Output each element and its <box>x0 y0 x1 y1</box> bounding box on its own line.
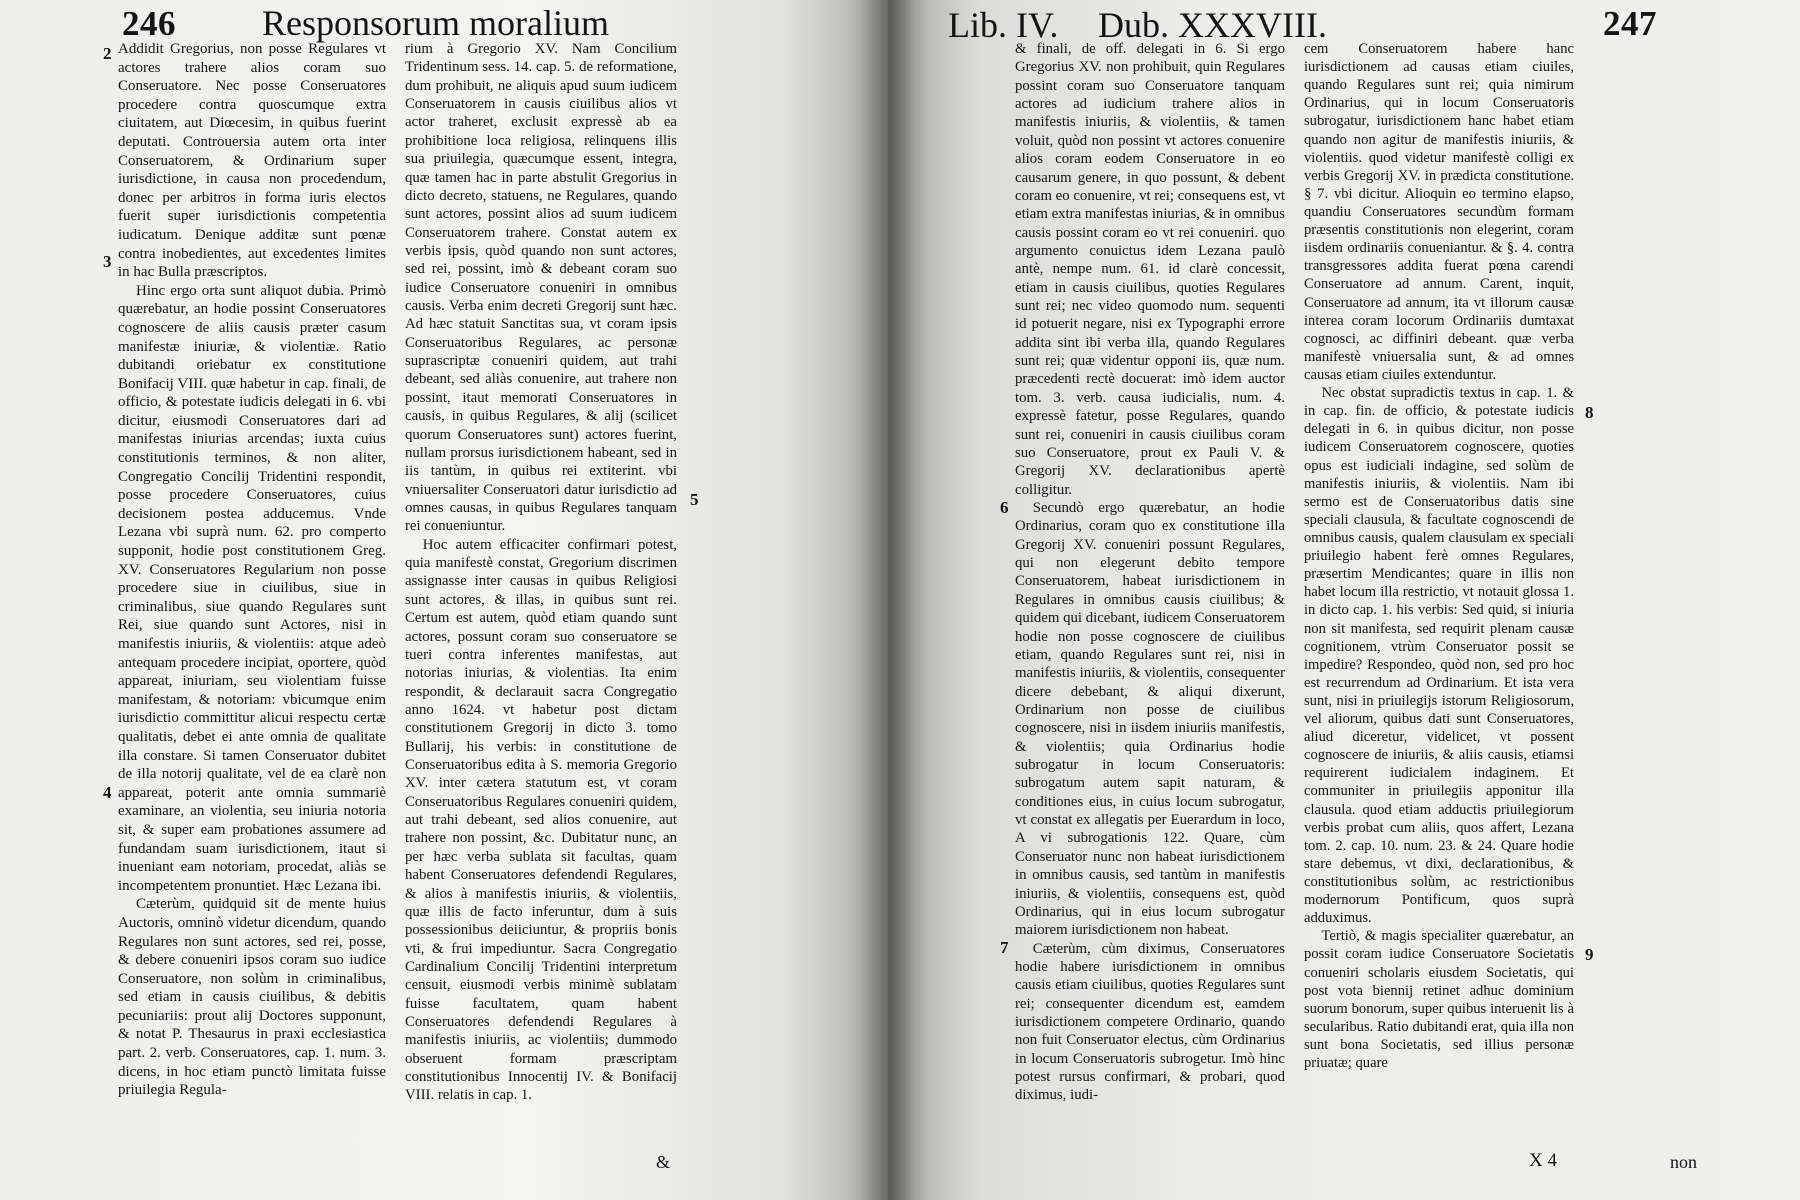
running-title-dub: Dub. XXXVIII. <box>1098 5 1327 45</box>
paragraph: Addidit Gregorius, non posse Regulares vt actores trahere alios coram suo Conseruatore. Nec posse Conseruatores procedere contra quoscumque extra ciuitatem, aut Diœcesim, in quibus fuerint deputati. Controuersia autem orta inter Conseruatorem, & Ordinarium super iurisdictione, in causa non procedendum, donec per arbitros in forma iuris electos fuerit super iurisdictionis competentia iudicatum. Denique additæ sunt pœnæ contra inobedientes, aut excedentes limites in hac Bulla præscriptos. <box>118 41 386 281</box>
text-column-2 <box>405 40 677 1105</box>
left-page <box>0 0 888 1200</box>
margin-number: 7 <box>1000 938 1009 957</box>
running-title: Responsorum moralium <box>262 3 609 43</box>
paragraph: Secundò ergo quærebatur, an hodie Ordinarius, coram quo ex constitutione illa Gregorij XV. conueniri possunt Regulares, qui non elegerunt debito tempore Conseruatorem, habeat iurisdictionem in Regulares in omnibus causis ciuilibus; & quidem qui dicebant, iudicem Conseruatorem hodie non posse cognoscere de ciuilibus etiam, quando Regulares sunt rei, nisi in manifestis iniuriis, & violentiis, consequenter dicere debebant, & aliqui dixerunt, Ordinarium non posse de ciuilibus cognoscere, nisi in iisdem iniuriis manifestis, & violentiis; quia Ordinarius hodie subrogatur in locum Conseruatoris: subrogatum autem sapit naturam, & conditiones eius, in cuius locum subrogatur, vt constat ex allegatis per Euerardum in loco, A vi subrogationis 122. Quare, cùm Conseruator nunc non habeat iurisdictionem in omnibus causis, sed tantùm in manifestis iniuriis, & violentiis, consequens est, quòd Ordinarius, qui in eius locum subrogatur maiorem iurisdictionem non habeat. <box>1015 499 1285 939</box>
paragraph: & finali, de off. delegati in 6. Si ergo Gregorius XV. non prohibuit, quin Regulares possint coram suo Conseruatore tanquam actores ad iudicium trahere alios in manifestis iniuriis, & violentiis, & tamen voluit, quòd non possint vt actores conuenire alios coram eodem Conseruatore in eo causarum genere, in quo possunt, & debent coram eo conuenire, vt rei; consequens est, vt etiam extra manifestas iniurias, & in omnibus causis possint coram eo vt rei conueniri. quo argumento conuictus idem Lezana paulò antè, nempe num. 61. id clarè concessit, etiam in causis ciuilibus, quoties Regulares sunt rei; nec video quomodo num. sequenti id potuerit negare, nisi ex Typographi errore addita sint ibi verba illa, quando Regulares sunt rei; quæ videntur opponi iis, quæ num. præcedenti rectè docuerat: imò idem auctor tom. 3. verb. causa iudicialis, num. 4. expressè fatetur, posse Regulares, quando sunt rei, conueniri in causis ciuilibus coram suo Conseruatore, prout ex Pauli V. & Gregorij XV. declarationibus apertè colligitur. <box>1015 41 1285 498</box>
catchword: non <box>1670 1152 1697 1172</box>
page-number: 247 <box>1603 4 1657 43</box>
paragraph: Hinc ergo orta sunt aliquot dubia. Primò quærebatur, an hodie possint Conseruatores cognoscere de aliis causis præter casum manifestæ iniuriæ, & violentiæ. Ratio dubitandi oriebatur ex constitutione Bonifacij VIII. quæ habetur in cap. finali, de officio, & potestate iudicis delegati in 6. vbi dicitur, eiusmodi Conseruatores dari ad manifestas iniurias arcendas; iuxta cuius constitutionis terminos, & non aliter, Congregatio Concilij Tridentini respondit, posse procedere Conseruatores, cuius decisionem postea adducemus. Vnde Lezana vbi suprà num. 62. pro comperto supponit, hodie post constitutionem Greg. XV. Conseruatores Regularium non posse procedere siue in ciuilibus, siue in criminalibus, siue quando Regulares sunt Rei, siue quando sunt Actores, nisi in manifestis iniuriis, & violentiis: atque adeò antequam procedere incipiat, oportere, quòd appareat, iniuriam, seu violentiam fuisse manifestam, & notoriam: vbicumque enim iurisdictio committitur alicui respectu certæ qualitatis, debet ei ante omnia de qualitate illa constare. Si tamen Conseruator dubitet de illa notorij qualitate, vel de ea clarè non appareat, poterit ante omnia summariè examinare, an violentia, seu iniuria notoria sit, & super eam probationes assumere ad fundandam suam iurisdictionem, itaut si inueniant eam notoriam, procedat, aliàs se incompetentem pronuntiet. Hæc Lezana ibi. <box>118 282 386 894</box>
margin-number: 8 <box>1585 403 1594 422</box>
signature-mark: X 4 <box>1529 1150 1557 1171</box>
paragraph: rium à Gregorio XV. Nam Concilium Tridentinum sess. 14. cap. 5. de reformatione, dum prohibuit, ne aliquis apud suum iudicem Conseruatorem in causis ciuilibus alios vt actor traheret, exclusit expressè ab ea prohibitione loca religiosa, relinquens illis sua priuilegia, quæcumque essent, integra, quæ tamen hac in parte abstulit Gregorius in dicto decreto, statuens, ne Regulares, quando sunt actores, possint alios ad suum iudicem Conseruatorem trahere. Constat autem ex verbis ipsis, quòd quando non sunt actores, sed rei, possint, imò & debeant coram suo iudice Conseruatore conueniri in omnibus causis. Verba enim decreti Gregorij sunt hæc. Ad hæc statuit Sanctitas sua, vt coram ipsis Conseruatoribus Regulares, ac personæ suprascriptæ conueniri quidem, aut trahi debeant, sed aliàs conuenire, aut trahere non possint, itaut memorati Conseruatores in causis, in quibus Regulares, & alij (scilicet quorum Conseruatores sunt) actores fuerint, nullam prorsus iurisdictionem habeant, sed in iis tantùm, in quibus rei extiterint. vbi vniuersaliter Conseruatori datur iurisdictio ad omnes causas, in quibus Regulares tanquam rei conueniuntur. <box>405 41 677 535</box>
paragraph: Cæterùm, quidquid sit de mente huius Auctoris, omninò videtur dicendum, quando Regulares non sunt actores, sed rei, posse, & debere conueniri ipsos coram suo iudice Conseruatore, non solùm in criminalibus, sed etiam in causis ciuilibus, & debitis pecuniariis: prout alij Doctores supponunt, & notat P. Thesaurus in praxi ecclesiastica part. 2. verb. Conseruatores, cap. 1. num. 3. dicens, in hoc etiam punctò limitata fuisse priuilegia Regula- <box>118 896 386 1099</box>
paragraph: cem Conseruatorem habere hanc iurisdictionem ad causas etiam ciuiles, quando Regulares sunt rei; quia nimirum Ordinarius, qui in locum Conseruatoris subrogatur, iurisdictionem hanc habet etiam quando non agitur de manifestis iniuriis, & violentiis. quod videtur manifestè colligi ex verbis Gregorij XV. in prædicta constitutione. § 7. vbi dicitur. Alioquin eo termino elapso, quandiu Conseruatores secundùm formam præsentis constitutionis non elegerint, coram iisdem ordinariis conueniantur. & §. 4. contra transgressores addita fuerat pœna carendi Conseruatore ad annum. Carent, inquit, Conseruatore ad annum, ita vt illorum causæ interea coram locorum Ordinariis dumtaxat cognosci, ac diffiniri debeant. quæ verba manifestè vniuersalia sunt, & ad omnes causas etiam ciuiles extenduntur. <box>1304 41 1574 383</box>
running-title-lib: Lib. IV. <box>948 5 1059 45</box>
text-column-2 <box>1304 40 1574 1072</box>
margin-number: 6 <box>1000 498 1009 517</box>
text-column-1 <box>118 40 386 1100</box>
paragraph: Tertiò, & magis specialiter quærebatur, an possit coram iudice Conseruatore Societatis conueniri scholaris eiusdem Societatis, qui post vota biennij retinet adhuc dominium suorum bonorum, super quibus interuenit lis à secularibus. Ratio dubitandi erat, quia illa non sunt bona Societatis, sed illius personæ priuatæ; quare <box>1304 928 1574 1072</box>
page-number: 246 <box>122 4 176 43</box>
margin-number: 5 <box>690 490 699 509</box>
margin-number: 2 <box>103 44 112 63</box>
margin-number: 3 <box>103 252 112 271</box>
text-column-1 <box>1015 40 1285 1105</box>
paragraph: Cæterùm, cùm diximus, Conseruatores hodie habere iurisdictionem in omnibus causis etiam ciuilibus, quoties Regulares sunt rei; consequenter dicendum est, eamdem iurisdictionem competere Ordinario, quando non fuit Conseruator electus, cùm Ordinarius in locum Conseruatoris subrogetur. Imò hinc potest rursus confirmari, & probari, quod diximus, iudi- <box>1015 940 1285 1104</box>
margin-number: 9 <box>1585 945 1594 964</box>
catchword: & <box>656 1152 671 1172</box>
paragraph: Nec obstat supradictis textus in cap. 1. & in cap. fin. de officio, & potestate iudicis delegati in 6. in quibus dicitur, non posse iudicem Conseruatorem cognoscere, quoties opus est iudiciali indagine, sed solùm de manifestis iniuriis, & violentiis. Nam ibi sermo est de Conseruatoribus datis sine speciali clausula, & facultate cognoscendi de omnibus causis, qualem clausulam ex speciali priuilegio habent ferè omnes Regulares, præsertim Mendicantes; quare in illis non habet locum illa restrictio, vt notauit glossa 1. in dicto cap. 1. his verbis: Sed quid, si iniuria non sit manifesta, sed requirit plenam causæ cognitionem, vtrùm Conseruator possit se impedire? Respondeo, quòd non, sed pro hoc est recurrendum ad Ordinarium. Et ista vera sunt, nisi in priuilegijs istorum Religiosorum, vel aliorum, quibus dati sunt Conseruatores, aliud diceretur, videlicet, vt possent cognoscere de iniuriis, & aliis causis, etiamsi requirerent iudicialem indaginem. Et communiter in priuilegiis apponitur illa clausula. quod etiam adductis priuilegiorum verbis probat cum aliis, quos affert, Lezana tom. 2. cap. 10. num. 23. & 24. Quare hodie stare debemus, vt dixi, declarationibus, & constitutionibus solùm, ac restrictionibus modernorum Pontificum, quos suprà adduximus. <box>1304 385 1574 927</box>
paragraph: Hoc autem efficaciter confirmari potest, quia manifestè constat, Gregorium discrimen assignasse inter causas in quibus Religiosi sunt actores, & illas, in quibus sunt rei. Certum est autem, quòd etiam quando sunt actores, possunt coram suo conseruatore se tueri contra inferentes manifestas, aut notorias iniurias, & violentias. Ita enim respondit, & declarauit sacra Congregatio anno 1624. vt habetur post dictam constitutionem Gregorij in dicto 3. tomo Bullarij, his verbis: in constitutione de Conseruatoribus edita à S. memoria Gregorio XV. inter cætera statutum est, vt coram Conseruatoribus Regulares conueniri quidem, aut trahi debeant, sed alios conuenire, aut trahere non possint, &c. Dubitatur nunc, an per hæc verba sublata sit facultas, quam habent Conseruatores defendendi Regulares, & alios à manifestis iniuriis, & violentiis, quæ illis de facto inferuntur, dum à suis possessionibus deiiciuntur, & propriis bonis vti, & frui impediuntur. Sacra Congregatio Cardinalium Concilij Tridentini interpretum censuit, eiusmodi verbis minimè sublatam fuisse facultatem, quam habent Conseruatores defendendi Regulares à manifestis iniuriis, ac violentiis; dummodo obseruent formam præscriptam constitutionibus Innocentij IV. & Bonifacij VIII. relatis in cap. 1. <box>405 536 677 1104</box>
margin-number: 4 <box>103 783 112 802</box>
right-page <box>888 0 1800 1200</box>
